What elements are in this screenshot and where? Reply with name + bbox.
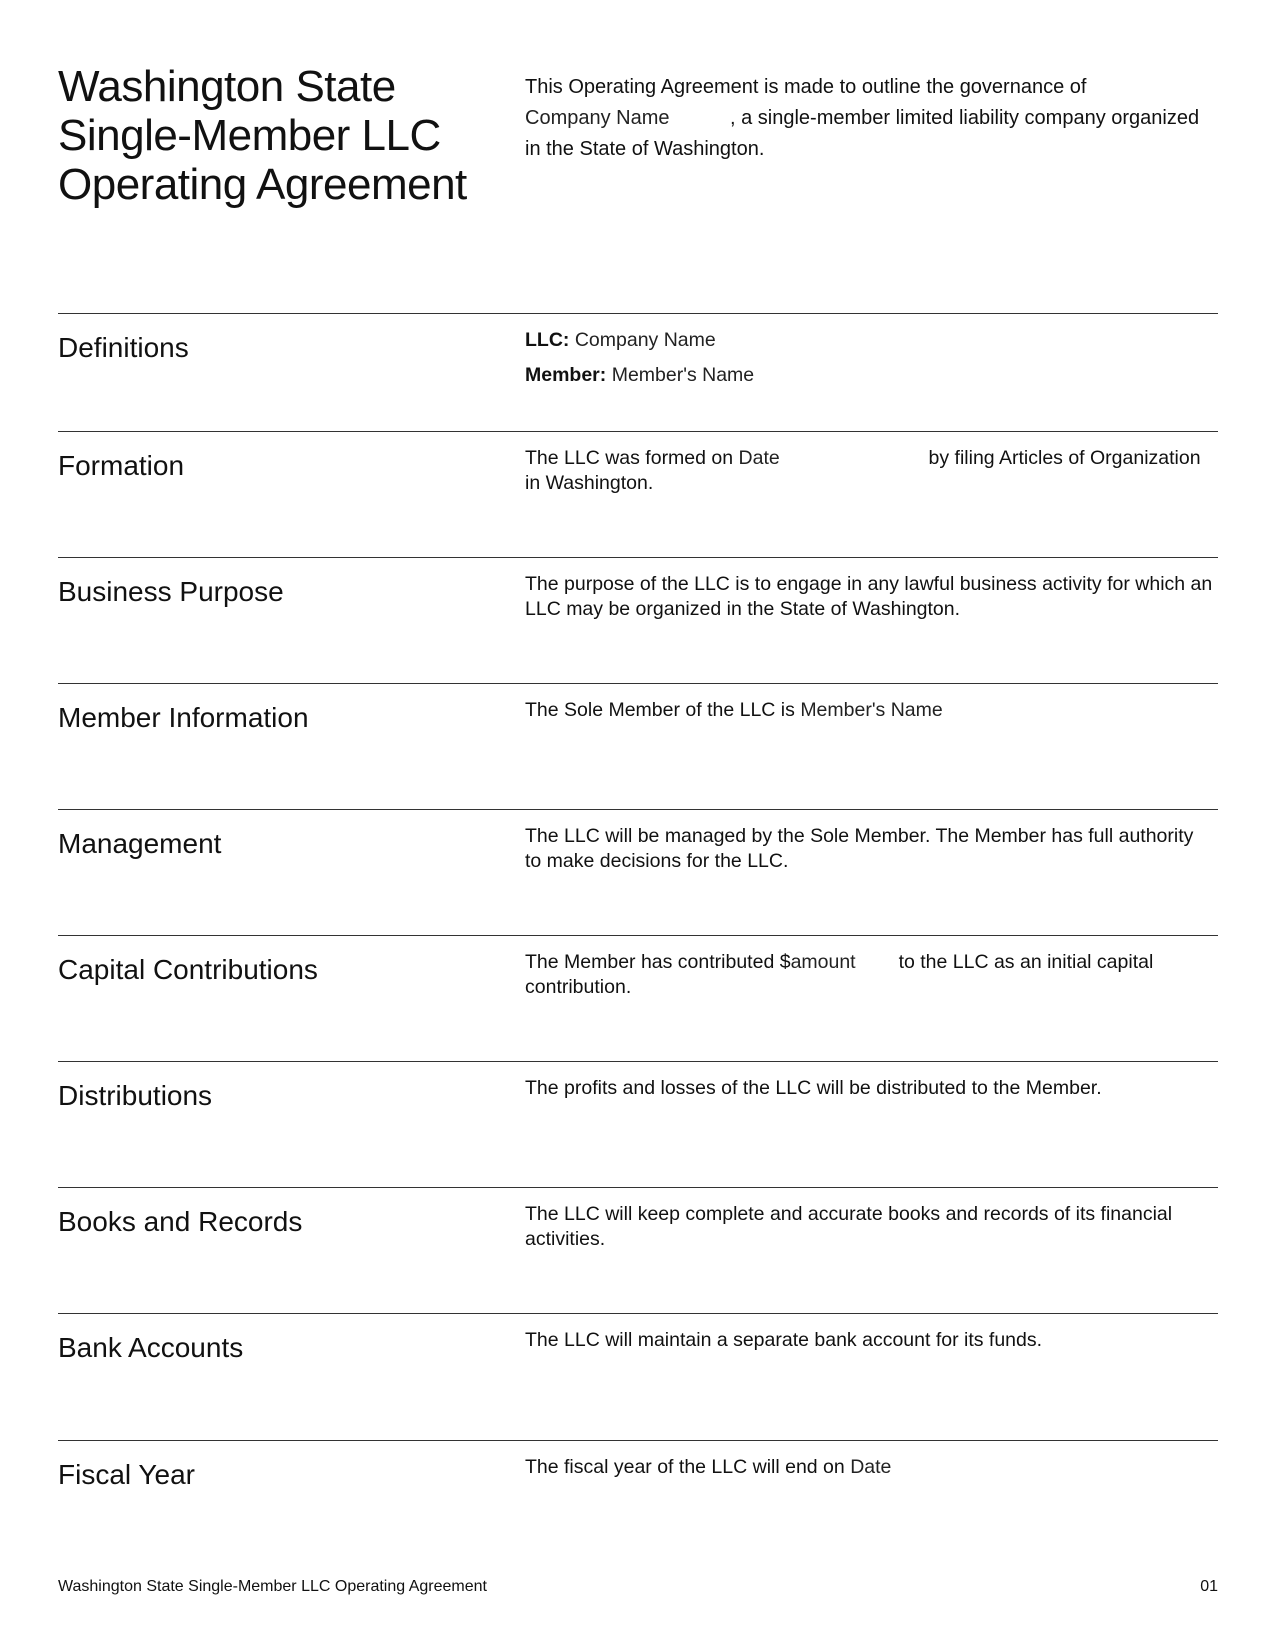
section-member-information bbox=[58, 683, 1218, 810]
llc-label: LLC: bbox=[525, 329, 570, 351]
llc-name-field[interactable]: Company Name bbox=[574, 329, 716, 351]
section-text: The LLC was formed on bbox=[525, 447, 734, 469]
section-heading: Bank Accounts bbox=[58, 1332, 244, 1363]
section-text: to the LLC as an initial capital contribution. bbox=[525, 951, 1154, 998]
section-text: The fiscal year of the LLC will end on bbox=[525, 1456, 845, 1478]
section-heading: Capital Contributions bbox=[58, 954, 318, 985]
section-text: The purpose of the LLC is to engage in any lawful business activity for which an LLC may be organized in the State of Washington. bbox=[525, 573, 1213, 620]
member-name-field[interactable]: Member's Name bbox=[611, 364, 755, 386]
fiscal-date-field[interactable]: Date bbox=[850, 1456, 892, 1478]
intro-text: This Operating Agreement is made to outline the governance of bbox=[525, 76, 1087, 98]
section-bank-accounts bbox=[58, 1313, 1218, 1440]
section-heading: Formation bbox=[58, 450, 185, 481]
section-definitions bbox=[58, 313, 1218, 440]
section-text: The LLC will be managed by the Sole Member. The Member has full authority to make decisions for the LLC. bbox=[525, 825, 1194, 872]
section-heading: Books and Records bbox=[58, 1206, 303, 1237]
section-text: The LLC will keep complete and accurate books and records of its financial activities. bbox=[525, 1203, 1173, 1250]
intro-paragraph bbox=[525, 72, 1205, 165]
section-text: by filing Articles of Organization in Washington. bbox=[525, 447, 1201, 494]
company-name-field[interactable]: Company Name bbox=[525, 107, 670, 129]
section-formation bbox=[58, 431, 1218, 558]
section-heading: Fiscal Year bbox=[58, 1459, 195, 1490]
document-title: Washington State Single-Member LLC Operating Agreement bbox=[58, 62, 467, 209]
section-books-and-records bbox=[58, 1187, 1218, 1314]
member-label: Member: bbox=[525, 364, 607, 386]
section-heading: Member Information bbox=[58, 702, 309, 733]
section-text: The Member has contributed $ bbox=[525, 951, 791, 973]
section-heading: Definitions bbox=[58, 332, 189, 363]
intro-text-continued: , a single-member limited liability company organized in the State of Washington. bbox=[525, 107, 1200, 160]
section-heading: Business Purpose bbox=[58, 576, 284, 607]
section-capital-contributions bbox=[58, 935, 1218, 1062]
section-text: The Sole Member of the LLC is bbox=[525, 699, 795, 721]
section-text: The LLC will maintain a separate bank account for its funds. bbox=[525, 1329, 1043, 1351]
section-heading: Distributions bbox=[58, 1080, 213, 1111]
section-heading: Management bbox=[58, 828, 222, 859]
section-distributions bbox=[58, 1061, 1218, 1188]
section-management bbox=[58, 809, 1218, 936]
amount-field[interactable]: amount bbox=[790, 951, 856, 973]
section-text: The profits and losses of the LLC will be distributed to the Member. bbox=[525, 1077, 1102, 1099]
section-business-purpose bbox=[58, 557, 1218, 684]
section-fiscal-year bbox=[58, 1440, 1218, 1567]
formation-date-field[interactable]: Date bbox=[738, 447, 780, 469]
footer-title: Washington State Single-Member LLC Operating Agreement bbox=[58, 1578, 487, 1595]
page-number: 01 bbox=[1200, 1578, 1218, 1595]
sole-member-field[interactable]: Member's Name bbox=[800, 699, 943, 721]
